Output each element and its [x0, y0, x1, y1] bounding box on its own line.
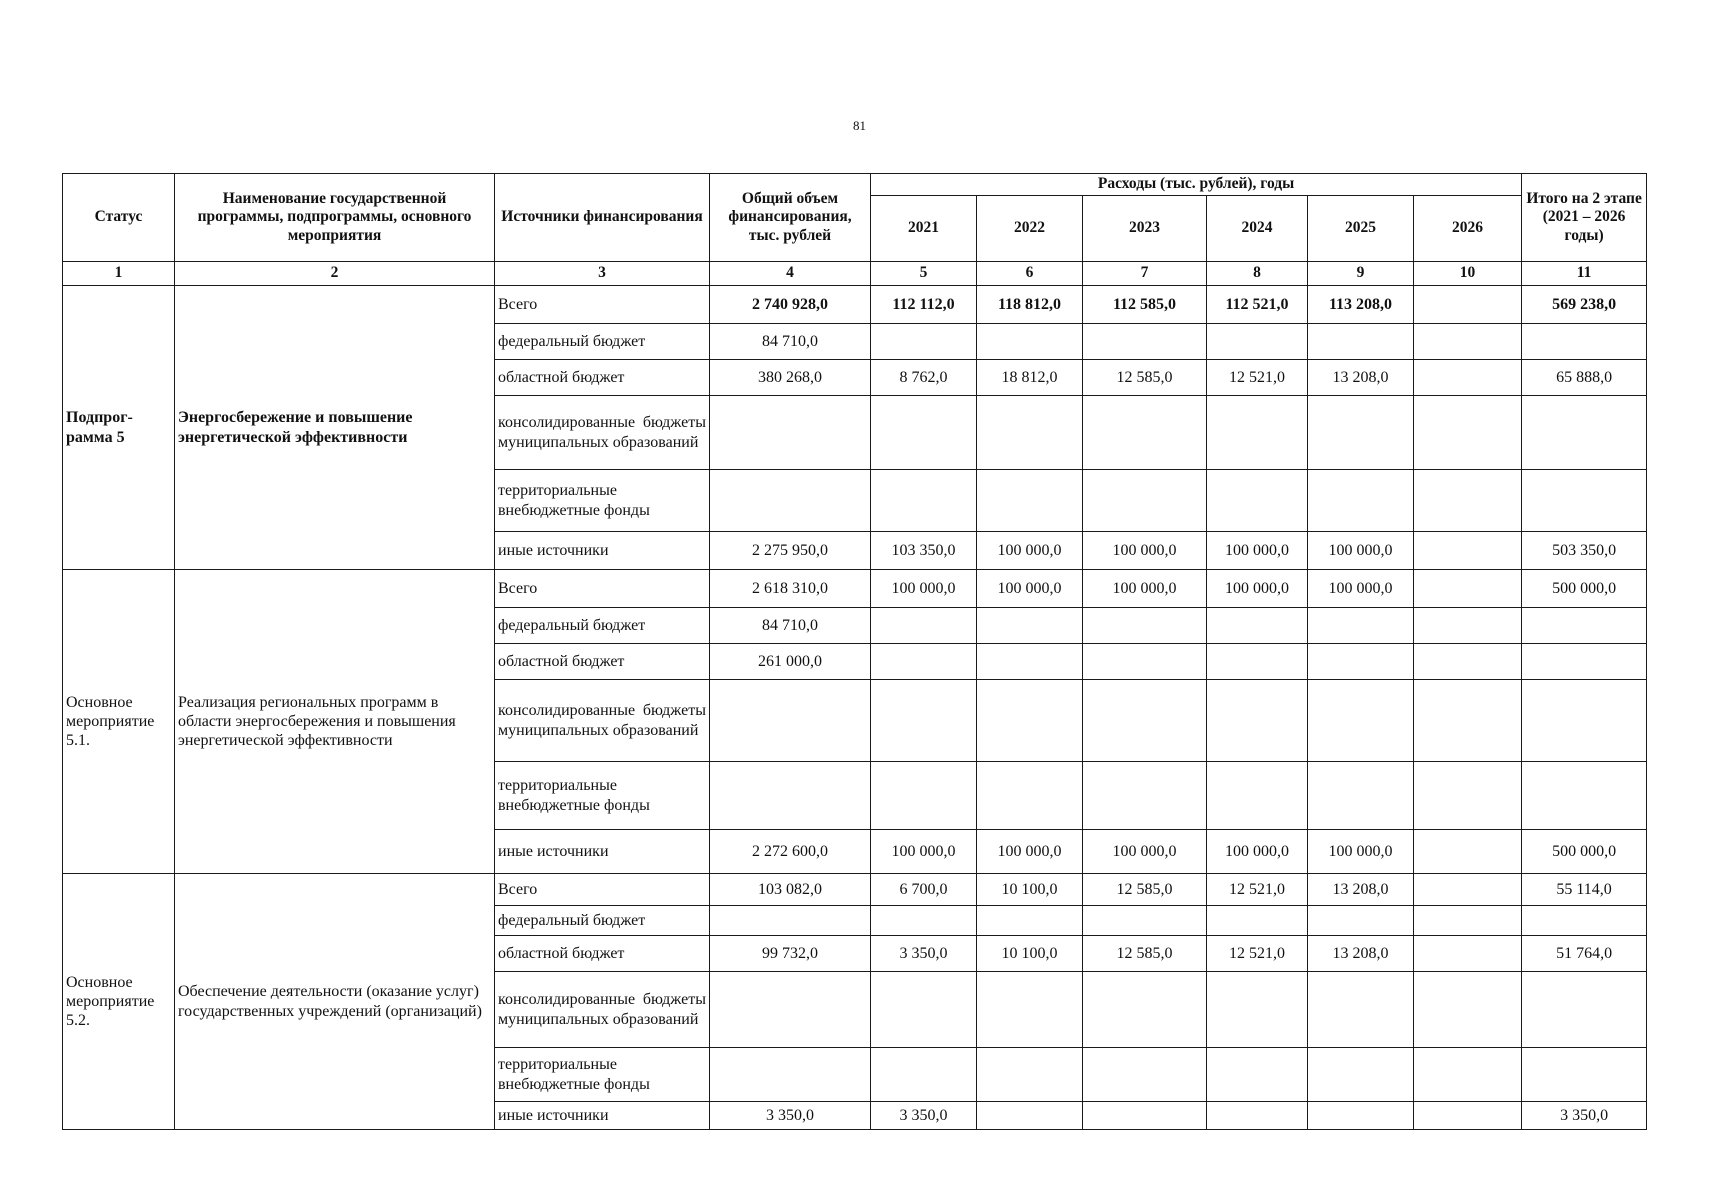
header-name: Наименование государственной программы, подпрограммы, основного мероприятия [175, 174, 495, 262]
value-cell: 3 350,0 [871, 1102, 977, 1130]
funding-source: иные источники [495, 532, 710, 570]
value-cell [1414, 972, 1522, 1048]
value-cell [1207, 972, 1308, 1048]
value-cell [1522, 906, 1647, 936]
value-cell: 100 000,0 [1308, 570, 1414, 608]
header-year: 2025 [1308, 196, 1414, 262]
value-cell: 500 000,0 [1522, 830, 1647, 874]
value-cell [1083, 1102, 1207, 1130]
value-cell [1522, 396, 1647, 470]
value-cell: 13 208,0 [1308, 936, 1414, 972]
value-cell [1308, 680, 1414, 762]
value-cell: 100 000,0 [1083, 830, 1207, 874]
value-cell [710, 396, 871, 470]
value-cell: 100 000,0 [977, 570, 1083, 608]
value-cell: 12 585,0 [1083, 360, 1207, 396]
value-cell: 13 208,0 [1308, 874, 1414, 906]
value-cell [1414, 396, 1522, 470]
value-cell [1308, 906, 1414, 936]
table-row [63, 874, 1647, 906]
value-cell [1083, 1048, 1207, 1102]
value-cell [977, 680, 1083, 762]
value-cell: 55 114,0 [1522, 874, 1647, 906]
value-cell [977, 906, 1083, 936]
value-cell [710, 1048, 871, 1102]
value-cell: 503 350,0 [1522, 532, 1647, 570]
column-number: 4 [710, 262, 871, 286]
value-cell: 6 700,0 [871, 874, 977, 906]
value-cell: 99 732,0 [710, 936, 871, 972]
value-cell [710, 906, 871, 936]
value-cell: 65 888,0 [1522, 360, 1647, 396]
funding-source: Всего [495, 874, 710, 906]
value-cell [1522, 608, 1647, 644]
value-cell [1308, 1048, 1414, 1102]
funding-source: областной бюджет [495, 360, 710, 396]
value-cell [871, 396, 977, 470]
value-cell: 12 521,0 [1207, 936, 1308, 972]
funding-source: консолидированные бюджеты муниципальных образований [495, 396, 710, 470]
value-cell: 8 762,0 [871, 360, 977, 396]
funding-source: иные источники [495, 1102, 710, 1130]
value-cell [977, 972, 1083, 1048]
value-cell [1414, 906, 1522, 936]
value-cell [1308, 324, 1414, 360]
value-cell: 112 112,0 [871, 286, 977, 324]
value-cell: 10 100,0 [977, 936, 1083, 972]
header-year: 2021 [871, 196, 977, 262]
value-cell [1522, 324, 1647, 360]
value-cell: 100 000,0 [977, 830, 1083, 874]
column-number: 2 [175, 262, 495, 286]
column-number: 1 [63, 262, 175, 286]
value-cell: 100 000,0 [1083, 532, 1207, 570]
value-cell: 380 268,0 [710, 360, 871, 396]
value-cell: 13 208,0 [1308, 360, 1414, 396]
value-cell: 12 521,0 [1207, 360, 1308, 396]
value-cell [1522, 1048, 1647, 1102]
section-name: Реализация региональных программ в области энергосбережения и повышения энергетической эффективности [175, 570, 495, 874]
table-row [63, 286, 1647, 324]
column-number: 7 [1083, 262, 1207, 286]
section-name: Энергосбережение и повышение энергетической эффективности [175, 286, 495, 570]
value-cell: 100 000,0 [1207, 830, 1308, 874]
value-cell [871, 762, 977, 830]
funding-source: областной бюджет [495, 644, 710, 680]
value-cell [1414, 608, 1522, 644]
header-expenses: Расходы (тыс. рублей), годы [871, 174, 1522, 196]
funding-source: иные источники [495, 830, 710, 874]
value-cell [1083, 972, 1207, 1048]
value-cell [1207, 470, 1308, 532]
value-cell [977, 608, 1083, 644]
value-cell: 84 710,0 [710, 608, 871, 644]
value-cell [1414, 286, 1522, 324]
value-cell [871, 644, 977, 680]
value-cell [1083, 644, 1207, 680]
value-cell [1522, 972, 1647, 1048]
value-cell [710, 680, 871, 762]
value-cell [1083, 906, 1207, 936]
value-cell [1207, 1102, 1308, 1130]
value-cell [1083, 470, 1207, 532]
value-cell: 100 000,0 [977, 532, 1083, 570]
header-year: 2023 [1083, 196, 1207, 262]
value-cell [1207, 396, 1308, 470]
funding-source: территориальные внебюджетные фонды [495, 762, 710, 830]
value-cell: 112 521,0 [1207, 286, 1308, 324]
value-cell [1207, 644, 1308, 680]
value-cell: 112 585,0 [1083, 286, 1207, 324]
value-cell: 12 521,0 [1207, 874, 1308, 906]
page-number: 81 [853, 118, 866, 133]
value-cell [1522, 470, 1647, 532]
funding-source: Всего [495, 570, 710, 608]
value-cell [710, 762, 871, 830]
value-cell [1308, 396, 1414, 470]
value-cell [1414, 874, 1522, 906]
value-cell [1308, 644, 1414, 680]
value-cell [710, 470, 871, 532]
column-number: 5 [871, 262, 977, 286]
header-sources: Источники финансирования [495, 174, 710, 262]
financing-table [62, 173, 1647, 1130]
section-status: Основное мероприятие 5.1. [63, 570, 175, 874]
value-cell: 2 618 310,0 [710, 570, 871, 608]
value-cell: 18 812,0 [977, 360, 1083, 396]
funding-source: федеральный бюджет [495, 324, 710, 360]
value-cell [710, 972, 871, 1048]
value-cell: 100 000,0 [871, 570, 977, 608]
value-cell [1083, 396, 1207, 470]
value-cell: 500 000,0 [1522, 570, 1647, 608]
column-number: 10 [1414, 262, 1522, 286]
value-cell [1308, 972, 1414, 1048]
funding-source: Всего [495, 286, 710, 324]
value-cell: 2 740 928,0 [710, 286, 871, 324]
value-cell [977, 470, 1083, 532]
table-row [63, 570, 1647, 608]
funding-source: территориальные внебюджетные фонды [495, 470, 710, 532]
funding-source: консолидированные бюджеты муниципальных образований [495, 680, 710, 762]
value-cell: 118 812,0 [977, 286, 1083, 324]
section-status: Подпрог-рамма 5 [63, 286, 175, 570]
header-year: 2026 [1414, 196, 1522, 262]
value-cell [1414, 680, 1522, 762]
value-cell [871, 906, 977, 936]
value-cell [1414, 936, 1522, 972]
header-stage-total: Итого на 2 этапе (2021 – 2026 годы) [1522, 174, 1647, 262]
funding-source: областной бюджет [495, 936, 710, 972]
value-cell [1308, 608, 1414, 644]
funding-source: территориальные внебюджетные фонды [495, 1048, 710, 1102]
funding-source: федеральный бюджет [495, 608, 710, 644]
value-cell: 100 000,0 [1083, 570, 1207, 608]
column-number: 8 [1207, 262, 1308, 286]
value-cell [1308, 1102, 1414, 1130]
column-number: 11 [1522, 262, 1647, 286]
value-cell [1522, 762, 1647, 830]
value-cell: 2 275 950,0 [710, 532, 871, 570]
value-cell [1083, 608, 1207, 644]
funding-source: консолидированные бюджеты муниципальных образований [495, 972, 710, 1048]
value-cell: 10 100,0 [977, 874, 1083, 906]
header-status: Статус [63, 174, 175, 262]
value-cell [1207, 680, 1308, 762]
value-cell: 2 272 600,0 [710, 830, 871, 874]
value-cell [1083, 680, 1207, 762]
header-year: 2022 [977, 196, 1083, 262]
value-cell: 100 000,0 [1207, 532, 1308, 570]
section-status: Основное мероприятие 5.2. [63, 874, 175, 1130]
value-cell: 100 000,0 [1308, 830, 1414, 874]
value-cell [977, 324, 1083, 360]
value-cell: 3 350,0 [1522, 1102, 1647, 1130]
table-body [63, 286, 1647, 1130]
value-cell [1414, 1048, 1522, 1102]
value-cell [1414, 762, 1522, 830]
value-cell [1207, 1048, 1308, 1102]
value-cell [1414, 830, 1522, 874]
value-cell [1414, 360, 1522, 396]
value-cell [977, 762, 1083, 830]
value-cell [1414, 324, 1522, 360]
value-cell: 103 350,0 [871, 532, 977, 570]
column-number: 6 [977, 262, 1083, 286]
value-cell: 100 000,0 [1207, 570, 1308, 608]
value-cell: 569 238,0 [1522, 286, 1647, 324]
value-cell: 51 764,0 [1522, 936, 1647, 972]
value-cell [1414, 532, 1522, 570]
value-cell: 100 000,0 [1308, 532, 1414, 570]
value-cell: 261 000,0 [710, 644, 871, 680]
value-cell [1522, 644, 1647, 680]
value-cell [1414, 644, 1522, 680]
value-cell [1414, 1102, 1522, 1130]
value-cell [1308, 470, 1414, 532]
value-cell [1083, 324, 1207, 360]
value-cell [1522, 680, 1647, 762]
header-total-volume: Общий объем финансирования, тыс. рублей [710, 174, 871, 262]
value-cell [1414, 470, 1522, 532]
value-cell [1207, 324, 1308, 360]
value-cell [1083, 762, 1207, 830]
value-cell [871, 470, 977, 532]
value-cell [977, 644, 1083, 680]
value-cell [1207, 608, 1308, 644]
value-cell [1308, 762, 1414, 830]
value-cell [871, 608, 977, 644]
value-cell [871, 680, 977, 762]
value-cell: 12 585,0 [1083, 874, 1207, 906]
section-name: Обеспечение деятельности (оказание услуг) государственных учреждений (организаций) [175, 874, 495, 1130]
value-cell: 100 000,0 [871, 830, 977, 874]
value-cell [977, 1048, 1083, 1102]
value-cell [977, 1102, 1083, 1130]
header-year: 2024 [1207, 196, 1308, 262]
value-cell: 3 350,0 [871, 936, 977, 972]
value-cell [1207, 906, 1308, 936]
value-cell: 12 585,0 [1083, 936, 1207, 972]
value-cell: 3 350,0 [710, 1102, 871, 1130]
column-number: 3 [495, 262, 710, 286]
value-cell: 113 208,0 [1308, 286, 1414, 324]
value-cell: 84 710,0 [710, 324, 871, 360]
funding-source: федеральный бюджет [495, 906, 710, 936]
value-cell [871, 1048, 977, 1102]
value-cell [871, 324, 977, 360]
value-cell: 103 082,0 [710, 874, 871, 906]
value-cell [977, 396, 1083, 470]
value-cell [1414, 570, 1522, 608]
value-cell [871, 972, 977, 1048]
column-number: 9 [1308, 262, 1414, 286]
value-cell [1207, 762, 1308, 830]
